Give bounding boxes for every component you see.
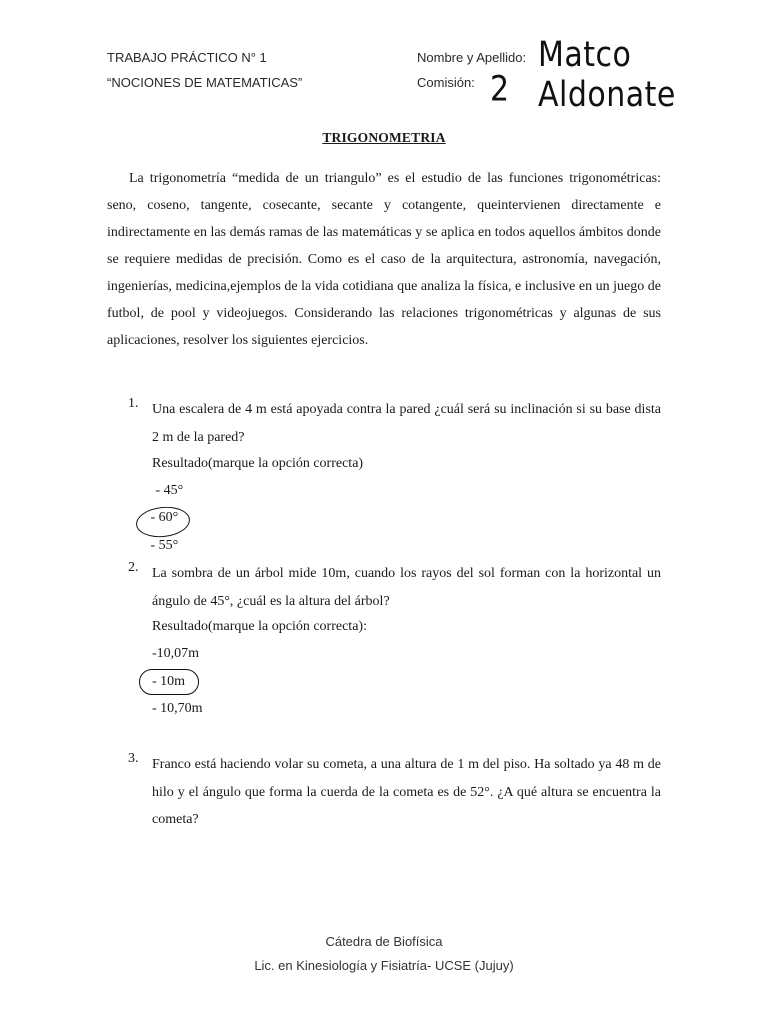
page-title: TRIGONOMETRIA xyxy=(322,130,446,145)
footer-line2: Lic. en Kinesiología y Fisiatría- UCSE (Jujuy) xyxy=(254,958,514,973)
question-3 xyxy=(107,751,661,834)
answer-prompt: Resultado(marque la opción correcta) xyxy=(152,456,364,471)
handwritten-selection-circle xyxy=(135,504,192,539)
handwritten-commission: 2 xyxy=(490,69,510,110)
answer-option: -10,07m xyxy=(152,646,200,661)
answer-prompt: Resultado(marque la opción correcta): xyxy=(152,619,367,634)
answer-option: - 10,70m xyxy=(152,701,203,716)
answer-option-selected: - 60° xyxy=(147,510,179,525)
intro-paragraph: La trigonometría “medida de un triangulo” es el estudio de las funciones trigonométricas: seno, coseno, tangente, cosecante, secante y cotangente, queintervienen directamente e indirectamente en las demás ramas de las matemáticas y se aplica en todos aquellos ámbitos donde se requiere medidas de precisión. Como es el caso de la arquitectura, astronomía, navegación, ingenierías, medicina,ejemplos de la vida cotidiana que analiza la física, e inclusive en un juego de futbol, de pool y videojuegos. Considerando las relaciones trigonométricas y algunas de sus aplicaciones, resolver los siguientes ejercicios. xyxy=(107,171,661,348)
question-2 xyxy=(107,560,661,615)
question-text: Una escalera de 4 m está apoyada contra la pared ¿cuál será su inclinación si su base dista 2 m de la pared? xyxy=(152,402,661,445)
answer-option-selected: - 10m xyxy=(152,674,186,689)
answer-option: - 45° xyxy=(152,483,184,498)
question-number: 3. xyxy=(128,751,139,766)
question-number: 1. xyxy=(128,396,139,411)
question-1 xyxy=(107,396,661,451)
answer-option: - 55° xyxy=(147,538,179,553)
footer-line1: Cátedra de Biofísica xyxy=(325,934,443,949)
question-text: Franco está haciendo volar su cometa, a una altura de 1 m del piso. Ha soltado ya 48 m de hilo y el ángulo que forma la cuerda de la cometa es de 52°. ¿A qué altura se encuentra la cometa? xyxy=(152,757,661,827)
commission-label: Comisión: xyxy=(417,75,475,90)
handwritten-selection-circle xyxy=(139,669,199,695)
question-number: 2. xyxy=(128,560,139,575)
name-label: Nombre y Apellido: xyxy=(417,50,527,65)
header-title-line1: TRABAJO PRÁCTICO N° 1 xyxy=(107,50,267,65)
header-title-line2: “NOCIONES DE MATEMATICAS” xyxy=(107,75,303,90)
handwritten-name: Matco Aldonate xyxy=(538,34,676,116)
question-text: La sombra de un árbol mide 10m, cuando los rayos del sol forman con la horizontal un ángulo de 45°, ¿cuál es la altura del árbol? xyxy=(152,566,661,609)
